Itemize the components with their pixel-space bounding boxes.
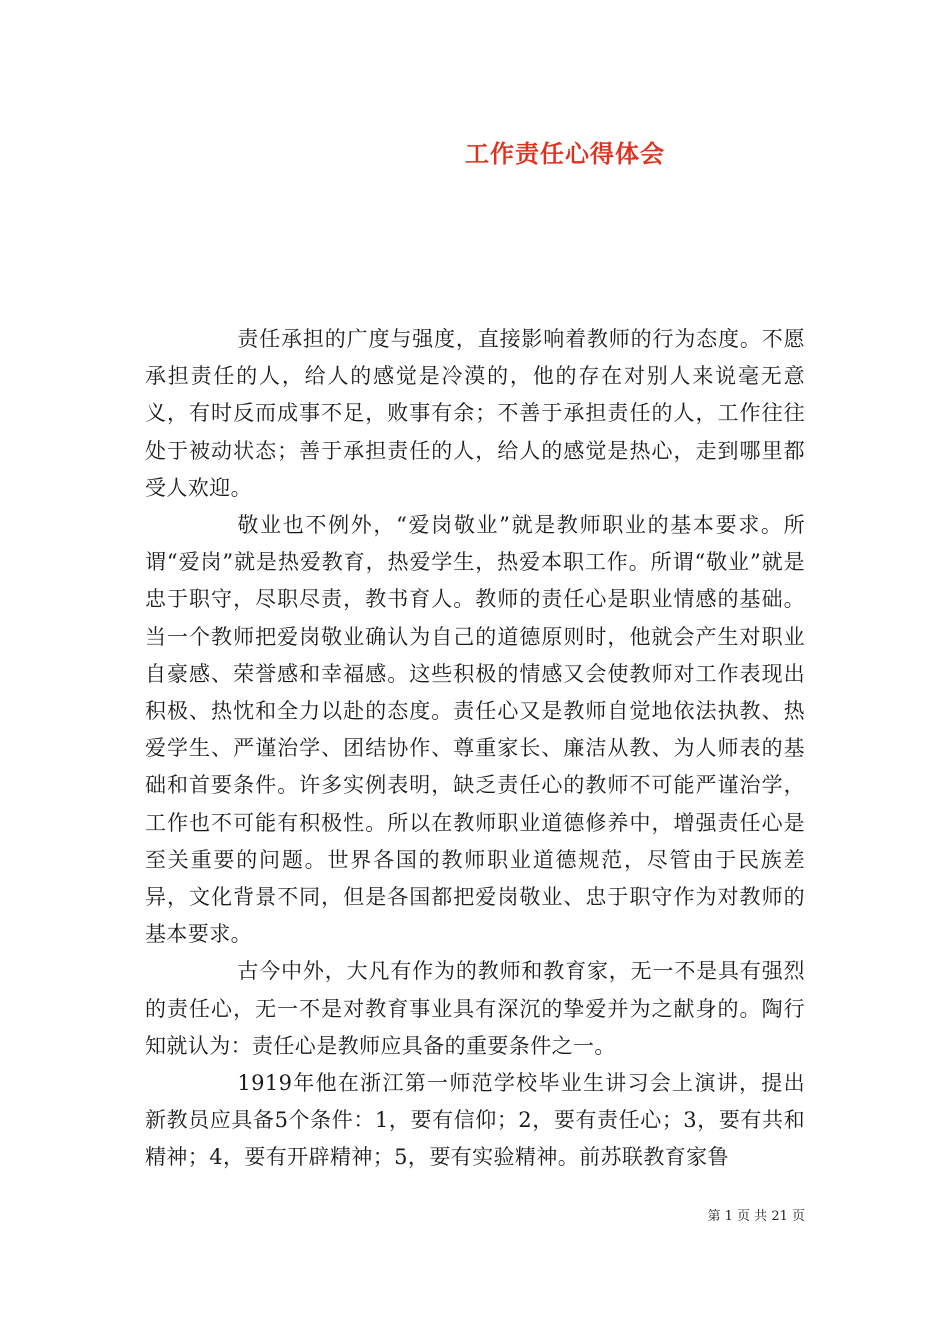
paragraph: 责任承担的广度与强度，直接影响着教师的行为态度。不愿承担责任的人，给人的感觉是冷漠的，他的存在对别人来说毫无意义，有时反而成事不足，败事有余；不善于承担责任的人，工作往往处于被动状态；善于承担责任的人，给人的感觉是热心，走到哪里都受人欢迎。 <box>145 327 805 500</box>
paragraph: 古今中外，大凡有作为的教师和教育家，无一不是具有强烈的责任心，无一不是对教育事业具有深沉的挚爱并为之献身的。陶行知就认为：责任心是教师应具备的重要条件之一。 <box>145 959 805 1058</box>
document-title: 工作责任心得体会 <box>465 139 665 168</box>
document-body <box>145 321 805 1177</box>
paragraph: 敬业也不例外，“爱岗敬业”就是教师职业的基本要求。所谓“爱岗”就是热爱教育，热爱学生，热爱本职工作。所谓“敬业”就是忠于职守，尽职尽责，教书育人。教师的责任心是职业情感的基础。当一个教师把爱岗敬业确认为自己的道德原则时，他就会产生对职业自豪感、荣誉感和幸福感。这些积极的情感又会使教师对工作表现出积极、热忱和全力以赴的态度。责任心又是教师自觉地依法执教、热爱学生、严谨治学、团结协作、尊重家长、廉洁从教、为人师表的基础和首要条件。许多实例表明，缺乏责任心的教师不可能严谨治学，工作也不可能有积极性。所以在教师职业道德修养中，增强责任心是至关重要的问题。世界各国的教师职业道德规范，尽管由于民族差异，文化背景不同，但是各国都把爱岗敬业、忠于职守作为对教师的基本要求。 <box>145 513 805 947</box>
paragraph: 1919年他在浙江第一师范学校毕业生讲习会上演讲，提出新教员应具备5个条件：1，要有信仰；2，要有责任心；3，要有共和精神；4，要有开辟精神；5，要有实验精神。前苏联教育家鲁 <box>145 1071 805 1170</box>
page-number: 第 1 页 共 21 页 <box>707 1209 805 1224</box>
